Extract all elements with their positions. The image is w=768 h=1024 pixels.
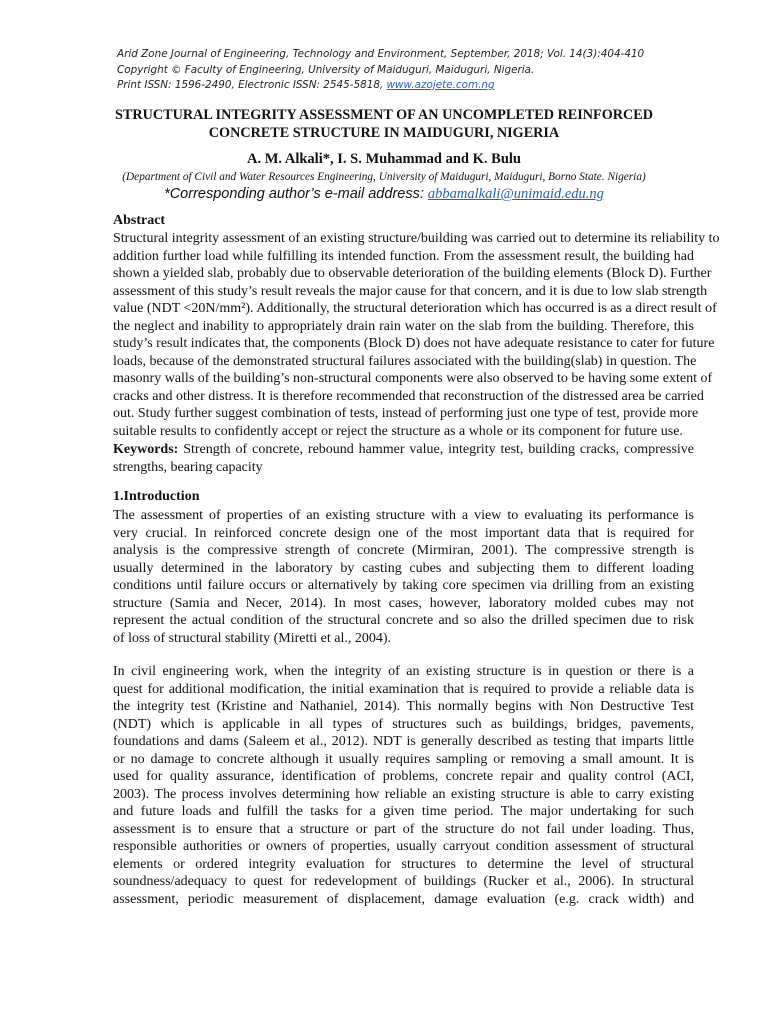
text-line: of loss of structural stability (Miretti et al., 2004).: [113, 630, 392, 646]
text-line: value (NDT <20N/mm²). Additionally, the structural deterioration which has occurred is as a direct result of: [113, 301, 717, 316]
text-line: assessment, periodic measurement of displacement, damage evaluation (e.g. crack width) and: [113, 891, 694, 907]
keywords-text: Strength of concrete, rebound hammer value, integrity test, building cracks, compressive: [178, 442, 694, 457]
text-line: loads, because of the demonstrated structural failures associated with the building(slab) in question. The: [113, 353, 697, 369]
text-line: masonry walls of the building’s non-structural components were also observed to be having some extent of: [113, 371, 713, 386]
text-line: assessment is to ensure that a structure or part of the structure do not fail under loading. Thus,: [113, 821, 694, 837]
introduction-paragraph-2: [113, 663, 694, 908]
paper-title-line-1: STRUCTURAL INTEGRITY ASSESSMENT OF AN UNCOMPLETED REINFORCED: [115, 107, 653, 123]
text-line: out. Study further suggest combination of tests, instead of performing just one type of test, provide more: [113, 406, 699, 421]
abstract-body: [113, 230, 720, 440]
text-line: Structural integrity assessment of an existing structure/building was carried out to determine its reliability to: [113, 231, 720, 246]
keywords-label: Keywords:: [113, 442, 179, 457]
introduction-heading: 1.Introduction: [113, 489, 200, 504]
affiliation: (Department of Civil and Water Resources Engineering, University of Maiduguri, Maiduguri, Borno State. Nigeria): [122, 171, 646, 183]
copyright-line: Copyright © Faculty of Engineering, University of Maiduguri, Maiduguri, Nigeria.: [117, 64, 535, 76]
text-line: and future loads and fulfill the tasks for a given time period. The major undertaking for such: [113, 804, 694, 819]
text-line: usually determined in the laboratory by casting cubes and subjecting them to different loading: [113, 560, 694, 576]
issn-text: Print ISSN: 1596-2490, Electronic ISSN: 2545-5818,: [117, 79, 387, 91]
text-line: analysis is the compressive strength of concrete (Mirmiran, 2001). The compressive strength is: [113, 543, 694, 558]
keywords-line: strengths, bearing capacity: [113, 459, 263, 475]
text-line: foundations and dams (Saleem et al., 2012). NDT is generally described as testing that imparts little: [113, 734, 694, 749]
text-line: shown a yielded slab, probably due to observable deterioration of the building elements (Block D). Further: [113, 266, 712, 281]
text-line: cracks and other distress. It is therefore recommended that reconstruction of the distressed area be carried: [113, 388, 704, 404]
text-line: the integrity test (Kristine and Nathaniel, 2014). This normally begins with Non Destructive Test: [113, 699, 694, 714]
journal-line: Arid Zone Journal of Engineering, Technology and Environment, September, 2018; Vol. 14(3):404-410: [117, 48, 645, 60]
abstract-heading: Abstract: [113, 213, 166, 228]
text-line: quest for additional modification, the initial examination that is required to provide a reliable data is: [113, 681, 694, 697]
corresponding-label: *Corresponding author’s e-mail address:: [164, 186, 428, 202]
authors: A. M. Alkali*, I. S. Muhammad and K. Bulu: [247, 151, 521, 167]
text-line: addition further load while fulfilling its intended function. From the assessment result, the building had: [113, 248, 694, 264]
text-line: suitable results to confidently accept or reject the structure as a whole or its component for future use.: [113, 423, 683, 439]
text-line: 2003). The process involves determining how reliable an existing structure is able to carry existing: [113, 786, 694, 802]
issn-line: [117, 79, 495, 91]
text-line: represent the actual condition of the structural concrete and so also the drilled specimen due to risk: [113, 613, 694, 628]
text-line: study’s result indicates that, the components (Block D) does not have adequate resistance to cater for future: [113, 336, 715, 351]
paper-title-line-2: CONCRETE STRUCTURE IN MAIDUGURI, NIGERIA: [208, 125, 560, 141]
corresponding-author: [0, 186, 768, 203]
text-line: soundness/adequacy to quest for redevelopment of buildings (Rucker et al., 2006). In structural: [113, 874, 694, 889]
text-line: used for quality assurance, identification of problems, concrete repair and quality control (ACI,: [113, 769, 694, 784]
text-line: structure (Samia and Necer, 2014). In most cases, however, laboratory molded cubes may not: [113, 595, 694, 611]
text-line: elements or ordered integrity evaluation for structures to determine the level of structural: [113, 856, 694, 872]
text-line: responsible authorities or owners of properties, usually carryout condition assessment of structural: [113, 839, 694, 854]
text-line: The assessment of properties of an existing structure with a view to evaluating its performance is: [113, 508, 694, 523]
text-line: very crucial. In reinforced concrete design one of the most important data that is required for: [113, 525, 694, 541]
introduction-paragraph-1: [113, 507, 694, 647]
text-line: In civil engineering work, when the integrity of an existing structure is in question or there is a: [113, 664, 694, 679]
text-line: conditions until failure occurs or alternatively by taking core specimen via drilling from an existing: [113, 578, 694, 593]
text-line: or no damage to concrete although it usually requires sampling or removing a small amount. It is: [113, 751, 694, 767]
keywords-line: [113, 441, 694, 459]
text-line: assessment of this study’s result reveals the major cause for that concern, and it is due to low slab strength: [113, 283, 708, 299]
text-line: (NDT) which is applicable in all types of structures such as buildings, bridges, pavements,: [113, 716, 694, 732]
journal-website-link[interactable]: www.azojete.com.ng: [386, 79, 495, 91]
corresponding-email-link[interactable]: abbamalkali@unimaid.edu.ng: [427, 186, 604, 202]
keywords: [113, 441, 694, 476]
text-line: the neglect and inability to appropriately drain rain water on the slab from the building. Therefore, this: [113, 318, 694, 334]
